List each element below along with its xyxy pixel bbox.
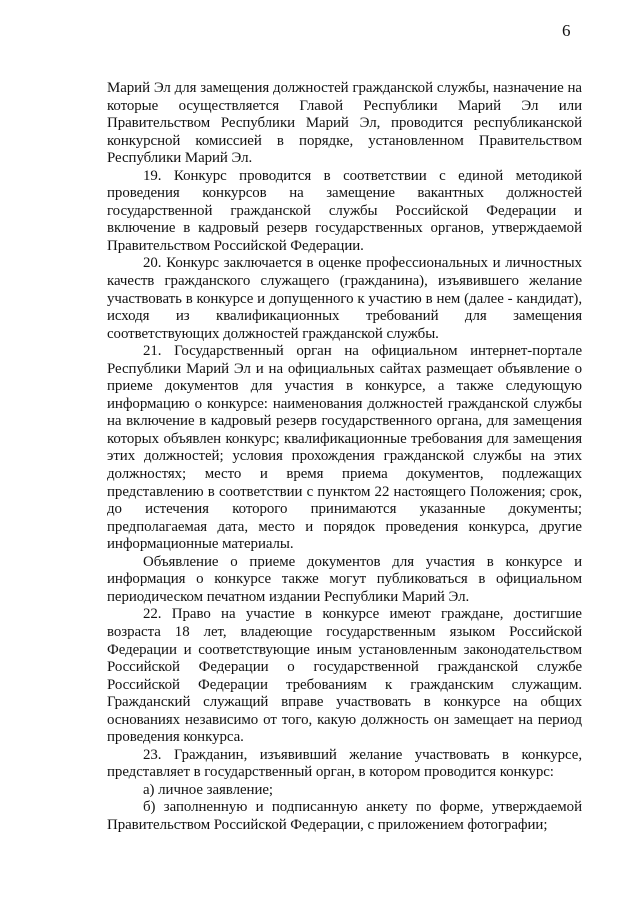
paragraph-announcement: Объявление о приеме документов для участия в конкурсе и информация о конкурсе также могут публиковаться в официальном периодическом печатном издании Республики Марий Эл. xyxy=(107,553,582,605)
paragraph-item-19: 19. Конкурс проводится в соответствии с единой методикой проведения конкурсов на замещение вакантных должностей государственной гражданской службы Российской Федерации и включение в кадровый резерв государственных органов, утверждаемой Правительством Российской Федерации. xyxy=(107,167,582,254)
page-number: 6 xyxy=(562,21,571,40)
paragraph-item-21: 21. Государственный орган на официальном интернет-портале Республики Марий Эл и на официальных сайтах размещает объявление о приеме документов для участия в конкурсе, а также следующую информацию о конкурсе: наименования должностей гражданской службы на включение в кадровый резерв государственного органа, для замещения которых объявлен конкурс; квалификационные требования для замещения этих должностей; условия прохождения гражданской службы на этих должностях; место и время приема документов, подлежащих представлению в соответствии с пунктом 22 настоящего Положения; срок, до истечения которого принимаются указанные документы; предполагаемая дата, место и порядок проведения конкурса, другие информационные материалы. xyxy=(107,343,582,553)
paragraph-item-22: 22. Право на участие в конкурсе имеют граждане, достигшие возраста 18 лет, владеющие государственным языком Российской Федерации и соответствующие иным установленным законодательством Российской Федерации о государственной гражданской службе Российской Федерации требованиям к гражданским служащим. Гражданский служащий вправе участвовать в конкурсе на общих основаниях независимо от того, какую должность он замещает на период проведения конкурса. xyxy=(107,606,582,746)
paragraph-subitem-a: а) личное заявление; xyxy=(143,781,274,798)
paragraph-item-23: 23. Гражданин, изъявивший желание участвовать в конкурсе, представляет в государственный орган, в котором проводится конкурс: xyxy=(107,746,582,781)
paragraph-continuation: Марий Эл для замещения должностей гражданской службы, назначение на которые осуществляется Главой Республики Марий Эл или Правительством Республики Марий Эл, проводится республиканской конкурсной комиссией в порядке, установленном Правительством Республики Марий Эл. xyxy=(107,80,582,167)
document-body xyxy=(107,80,582,835)
paragraph-subitem-b: б) заполненную и подписанную анкету по форме, утверждаемой Правительством Российской Федерации, с приложением фотографии; xyxy=(107,799,582,833)
paragraph-item-20: 20. Конкурс заключается в оценке профессиональных и личностных качеств гражданского служащего (гражданина), изъявившего желание участвовать в конкурсе и допущенного к участию в нем (далее - кандидат), исходя из квалификационных требований для замещения соответствующих должностей гражданской службы. xyxy=(107,255,582,342)
